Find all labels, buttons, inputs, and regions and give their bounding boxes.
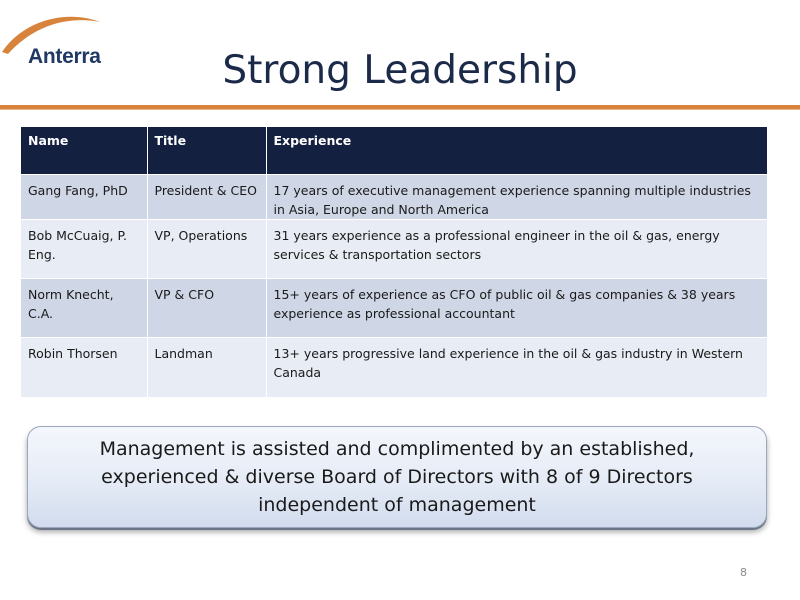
leadership-table	[21, 127, 767, 397]
board-callout-box	[27, 426, 767, 528]
cell-experience: 15+ years of experience as CFO of public oil & gas companies & 38 years experience as professional accountant	[266, 279, 767, 338]
cell-title: Landman	[147, 338, 266, 397]
column-header-title: Title	[147, 127, 266, 175]
callout-text: Management is assisted and complimented by an established, experienced & diverse Board of Directors with 8 of 9 Directors independent of management	[99, 438, 695, 516]
title-divider-shadow	[0, 109, 800, 110]
logo-text: Anterra	[28, 45, 101, 68]
cell-experience: 13+ years progressive land experience in the oil & gas industry in Western Canada	[266, 338, 767, 397]
table-row	[21, 338, 767, 397]
cell-name: Gang Fang, PhD	[21, 175, 147, 220]
cell-name: Robin Thorsen	[21, 338, 147, 397]
cell-experience: 17 years of executive management experience spanning multiple industries in Asia, Europe and North America	[266, 175, 767, 220]
table-header-row	[21, 127, 767, 175]
cell-title: VP, Operations	[147, 220, 266, 279]
cell-experience: 31 years experience as a professional engineer in the oil & gas, energy services & transportation sectors	[266, 220, 767, 279]
page-number: 8	[740, 566, 747, 579]
table-row	[21, 220, 767, 279]
column-header-experience: Experience	[266, 127, 767, 175]
cell-title: VP & CFO	[147, 279, 266, 338]
table-row	[21, 279, 767, 338]
cell-name: Bob McCuaig, P. Eng.	[21, 220, 147, 279]
cell-name: Norm Knecht, C.A.	[21, 279, 147, 338]
cell-title: President & CEO	[147, 175, 266, 220]
page-title: Strong Leadership	[222, 48, 578, 93]
table-row	[21, 175, 767, 220]
column-header-name: Name	[21, 127, 147, 175]
